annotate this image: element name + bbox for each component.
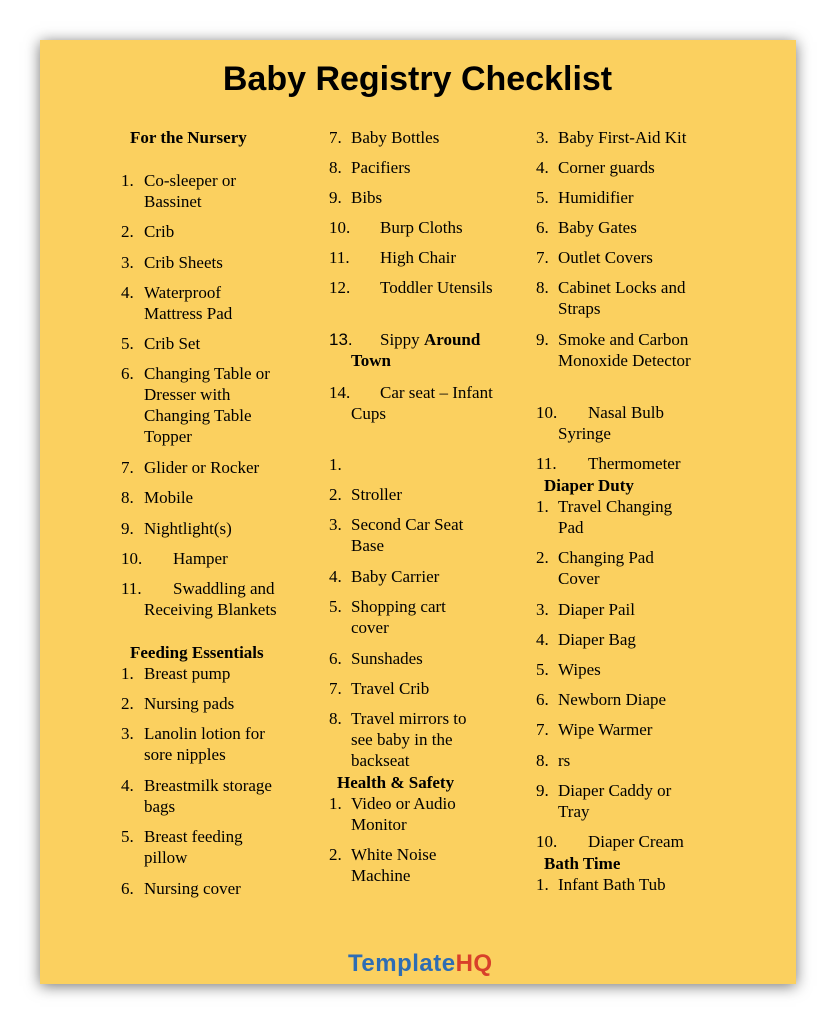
item-number: 7. [121,458,134,477]
item-text: Crib [144,222,175,241]
item-number: 10. [121,549,143,568]
logo-hq-text: HQ [455,950,493,977]
heading-around-town: Around Town [351,330,481,370]
item-text: Video or Audio Monitor [351,794,456,834]
heading-diaper-duty: Diaper Duty [544,476,634,495]
item-text: Bibs [351,188,383,207]
item-number: 10. [536,832,558,851]
heading-feeding: Feeding Essentials [130,643,264,662]
item-text: Cabinet Locks and Straps [558,278,686,318]
item-text: Sunshades [351,649,423,668]
item-text: Baby Bottles [351,128,440,147]
item-text: Humidifier [558,188,634,207]
item-number: 1. [536,875,549,894]
item-number: 1. [121,171,134,190]
item-text: Infant Bath Tub [558,875,666,894]
item-text-label: Nasal Bulb Syringe [558,403,665,443]
item-text: White Noise Machine [351,845,437,885]
item-text: Breast feeding pillow [144,827,243,867]
item-text: Travel mirrors to see baby in the backseat [351,709,467,770]
item-number: 5. [329,597,342,616]
item-number: 6. [121,879,134,898]
item-text [558,402,714,444]
item-text: Burp Cloths [380,218,463,237]
item-number: 8. [121,488,134,507]
item-number: 8. [329,709,342,728]
item-number: 3. [121,724,134,743]
item-number: 9. [536,781,549,800]
item-number: 14. [329,383,351,402]
item-number: 11. [121,579,142,598]
item-text: Stroller [351,485,402,504]
heading-nursery: For the Nursery [130,128,247,147]
item-number: 8. [329,158,342,177]
item-number: 9. [329,188,342,207]
item-text: Breast pump [144,664,231,683]
item-number: 4. [121,283,134,302]
item-number: 1. [329,455,342,474]
item-number: 2. [329,485,342,504]
item-number: 12. [329,278,351,297]
item-text: Swaddling and Receiving Blankets [144,579,277,619]
item-text: Nursing cover [144,879,241,898]
item-text: Glider or Rocker [144,458,260,477]
page-title: Baby Registry Checklist [222,60,613,98]
item-text: Diaper Pail [558,600,635,619]
item-number: 7. [329,679,342,698]
item-number: 7. [536,720,549,739]
item-number: 1. [329,794,342,813]
item-number: 6. [536,690,549,709]
item-number: 4. [121,776,134,795]
item-text [351,277,497,298]
item-text-label: Sippy [380,330,420,349]
item-number: 5. [536,188,549,207]
item-number: 5. [121,827,134,846]
item-text: Changing Pad Cover [558,548,654,588]
item-number: 9. [536,330,549,349]
item-text: Pacifiers [351,158,411,177]
item-text [351,382,497,424]
item-text: High Chair [380,248,457,267]
item-number: 4. [329,567,342,586]
item-number: 6. [536,218,549,237]
item-text: Smoke and Carbon Monoxide Detector [558,330,691,370]
item-text-label: Car seat – Infant Cups [351,383,493,423]
item-text: Second Car Seat Base [351,515,464,555]
templatehq-logo [348,950,493,978]
item-number: 1. [536,497,549,516]
item-text: Waterproof Mattress Pad [144,283,233,323]
item-text: Mobile [144,488,194,507]
item-number: 3. [121,253,134,272]
item-number: 6. [329,649,342,668]
item-text: Corner guards [558,158,655,177]
item-number: 2. [121,694,134,713]
item-number: 7. [536,248,549,267]
item-text: Baby First-Aid Kit [558,128,687,147]
item-text-label: Toddler Utensils [380,278,493,297]
item-text: Newborn Diape [558,690,667,709]
item-number: 7. [329,128,342,147]
item-text: Baby Gates [558,218,637,237]
item-text: Crib Sheets [144,253,223,272]
item-number: 2. [121,222,134,241]
item-number: 8. [536,278,549,297]
heading-health-safety: Health & Safety [337,773,455,792]
item-text: rs [558,751,571,770]
item-text: Baby Carrier [351,567,440,586]
item-text: Thermometer [588,454,681,473]
item-number: 3. [536,128,549,147]
item-text: Diaper Bag [558,630,636,649]
item-text: Diaper Cream [588,832,684,851]
item-number: 5. [536,660,549,679]
item-text: Diaper Caddy or Tray [558,781,672,821]
item-number: 3. [329,515,342,534]
item-number: 11. [329,248,350,267]
logo-template-text: Template [348,950,456,977]
heading-bath-time: Bath Time [544,854,621,873]
item-text: Lanolin lotion for sore nipples [144,724,265,764]
item-text: Nightlight(s) [144,519,232,538]
item-number: 11. [536,454,557,473]
item-number: 10. [329,218,351,237]
item-number: 9. [121,519,134,538]
item-text: Wipe Warmer [558,720,653,739]
item-text: Hamper [173,549,228,568]
item-number: 2. [329,845,342,864]
item-number: 3. [536,600,549,619]
item-text: Shopping cart cover [351,597,446,637]
item-text [351,329,501,371]
item-number: 13. [329,330,353,349]
item-number: 10. [536,403,558,422]
item-number: 2. [536,548,549,567]
item-number: 8. [536,751,549,770]
item-number: 6. [121,364,134,383]
item-text: Wipes [558,660,601,679]
item-text: Nursing pads [144,694,235,713]
item-number: 4. [536,158,549,177]
item-text: Crib Set [144,334,201,353]
item-number: 4. [536,630,549,649]
item-number: 5. [121,334,134,353]
item-text: Travel Changing Pad [558,497,673,537]
item-text: Co-sleeper or Bassinet [144,171,237,211]
item-text: Breastmilk storage bags [144,776,272,816]
item-number: 1. [121,664,134,683]
item-text: Travel Crib [351,679,430,698]
item-text: Changing Table or Dresser with Changing Table Topper [144,364,270,446]
item-text: Outlet Covers [558,248,653,267]
